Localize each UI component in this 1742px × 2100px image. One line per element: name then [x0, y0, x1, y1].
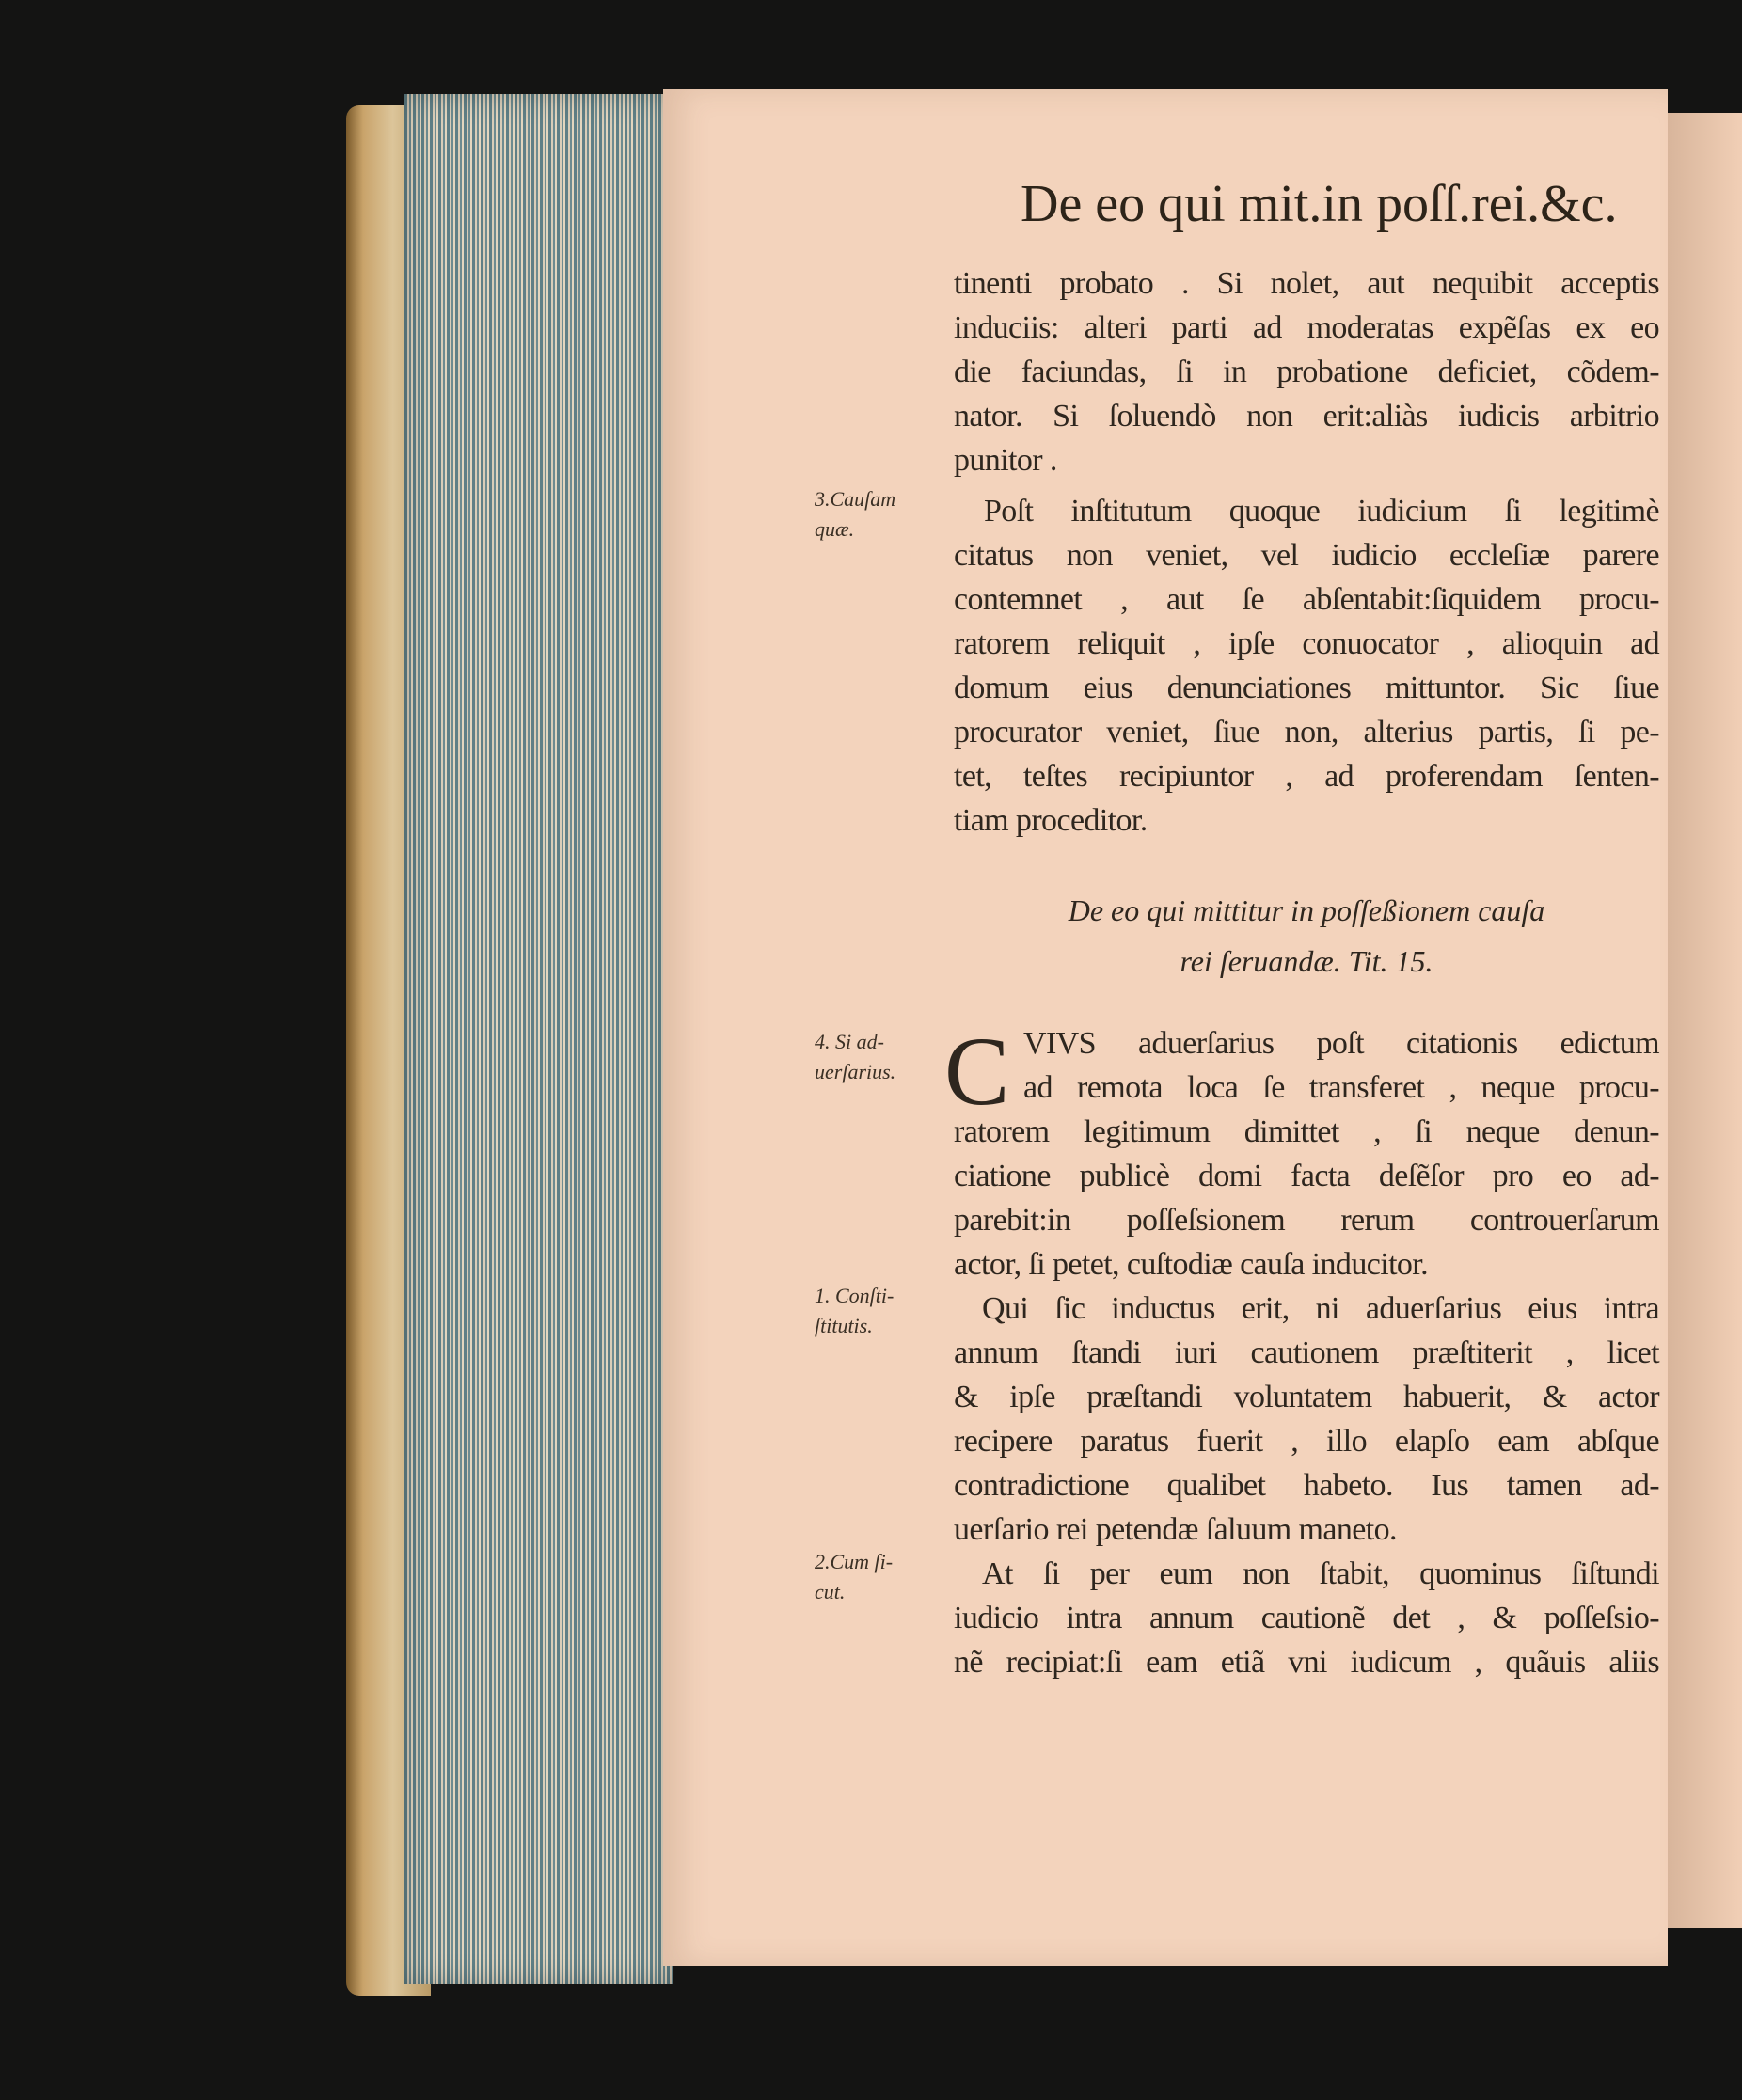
text-line: actor, ſi petet, cuſtodiæ cauſa inducitor. [954, 1247, 1429, 1282]
text-line: VIVS aduerſarius poſt citationis edictum [1023, 1026, 1659, 1061]
section-title: rei ſeruandæ. Tit. 15. [1180, 944, 1433, 978]
text-line: nẽ recipiat:ſi eam etiã vni iudicum , quãuis aliis [954, 1645, 1659, 1680]
text-line: procurator veniet, ſiue non, alterius partis, ſi pe- [954, 715, 1659, 750]
margin-note [815, 1027, 895, 1087]
running-header: De eo qui mit.in poſſ.rei.&c. [1021, 175, 1618, 233]
text-line: tinenti probato . Si nolet, aut nequibit acceptis [954, 266, 1659, 301]
text-line: ratorem reliquit , ipſe conuocator , alioquin ad [954, 626, 1659, 661]
text-line: citatus non veniet, vel iudicio eccleſiæ parere [954, 538, 1659, 573]
margin-note-line: cut. [815, 1580, 846, 1603]
text-line: tet, teſtes recipiuntor , ad proferendam ſenten- [954, 759, 1659, 794]
facing-page-edge [1668, 113, 1742, 1928]
margin-note [815, 1547, 893, 1607]
text-line: tiam proceditor. [954, 803, 1148, 838]
text-line: recipere paratus fuerit , illo elapſo eam abſque [954, 1424, 1659, 1459]
page-edges [404, 94, 673, 1984]
margin-note-line: uerſarius. [815, 1060, 896, 1083]
text-line: Qui ſic inductus erit, ni aduerſarius eius intra [982, 1291, 1659, 1326]
text-line: domum eius denunciationes mittuntor. Sic ſiue [954, 671, 1659, 705]
margin-note-line: 2.Cum ſi- [815, 1550, 894, 1573]
text-line: ciatione publicè domi facta deſẽſor pro eo ad- [954, 1159, 1659, 1193]
section-title: De eo qui mittitur in poſſeßionem cauſa [1068, 893, 1545, 927]
text-line: iudicio intra annum cautionẽ det , & poſſeſsio- [954, 1601, 1659, 1635]
margin-note [815, 484, 895, 545]
text-line: & ipſe præſtandi voluntatem habuerit, & actor [954, 1380, 1659, 1414]
text-line: contradictione qualibet habeto. Ius tamen ad- [954, 1468, 1659, 1503]
margin-note [815, 1281, 894, 1341]
drop-cap: C [944, 1018, 1010, 1126]
margin-note-line: quæ. [815, 517, 855, 541]
text-line: die faciundas, ſi in probatione deficiet, cõdem- [954, 355, 1659, 389]
text-line: Poſt inſtitutum quoque iudicium ſi legitimè [984, 494, 1659, 529]
text-line: punitor . [954, 443, 1057, 478]
text-line: ad remota loca ſe transferet , neque procu- [1023, 1070, 1659, 1105]
margin-note-line: 1. Conſti- [815, 1284, 895, 1307]
text-line: uerſario rei petendæ ſaluum maneto. [954, 1512, 1397, 1547]
margin-note-line: ſtitutis. [815, 1314, 873, 1337]
margin-note-line: 3.Cauſam [815, 487, 896, 511]
text-line: ratorem legitimum dimittet , ſi neque denun- [954, 1114, 1659, 1149]
margin-note-line: 4. Si ad- [815, 1030, 884, 1053]
text-line: contemnet , aut ſe abſentabit:ſiquidem procu- [954, 582, 1659, 617]
text-line: annum ſtandi iuri cautionem præſtiterit , licet [954, 1335, 1659, 1370]
text-line: At ſi per eum non ſtabit, quominus ſiſtundi [982, 1556, 1659, 1591]
text-line: induciis: alteri parti ad moderatas expẽſas ex eo [954, 310, 1659, 345]
text-line: nator. Si ſoluendò non erit:aliàs iudicis arbitrio [954, 399, 1659, 434]
text-line: parebit:in poſſeſsionem rerum controuerſarum [954, 1203, 1659, 1238]
